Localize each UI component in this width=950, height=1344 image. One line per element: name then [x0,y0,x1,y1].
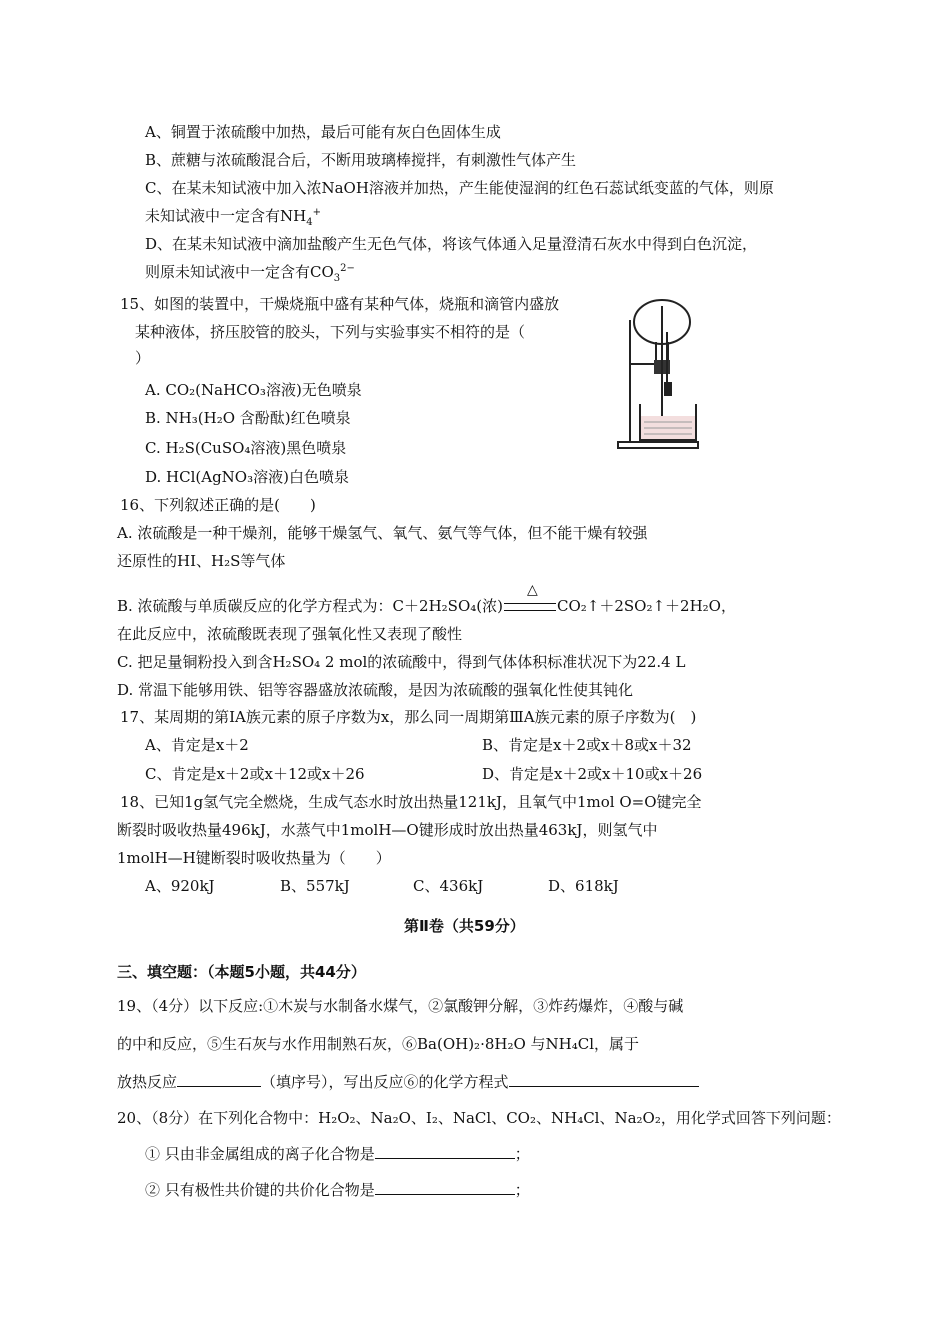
q20-item1-blank[interactable] [375,1143,515,1159]
q19-equation-blank[interactable] [509,1071,699,1087]
q14-option-d-line2: 则原未知试液中一定含有$CO_3^{2-}$ [145,263,355,284]
q16-option-d: D. 常温下能够用铁、铝等容器盛放浓硫酸，是因为浓硫酸的强氧化性使其钝化 [117,681,634,699]
q15-stem-line2: 某种液体，挤压胶管的胶头，下列与实验事实不相符的是（ [135,323,526,341]
section-three-title: 三、填空题：（本题5小题，共44分） [117,963,366,981]
heating-delta-symbol: △ [527,582,538,598]
q15-option-a: A. CO₂(NaHCO₃溶液)无色喷泉 [145,381,362,399]
q20-stem: 20、（8分）在下列化合物中：H₂O₂、Na₂O、I₂、NaCl、CO₂、NH₄Cl、Na₂O₂，用化学式回答下列问题： [117,1109,841,1127]
q17-option-b: B、肯定是x＋2或x＋8或x＋32 [482,736,692,754]
equation-double-bar [504,603,556,611]
q17-option-c: C、肯定是x＋2或x＋12或x＋26 [145,765,365,783]
q14-option-d-line1: D、在某未知试液中滴加盐酸产生无色气体，将该气体通入足量澄清石灰水中得到白色沉淀， [145,235,758,253]
q18-line1: 18、已知1g氢气完全燃烧，生成气态水时放出热量121kJ，且氧气中1mol O=O键完全 [120,793,702,811]
q16-option-c: C. 把足量铜粉投入到含H₂SO₄ 2 mol的浓硫酸中，得到气体体积标准状况下为22.4 L [117,653,686,671]
q19-line2: 的中和反应，⑤生石灰与水作用制熟石灰，⑥Ba(OH)₂·8H₂O 与NH₄Cl，属于 [117,1035,640,1053]
q19-line1: 19、（4分）以下反应:①木炭与水制备水煤气，②氯酸钾分解，③炸药爆炸，④酸与碱 [117,997,684,1015]
q15-option-c: C. H₂S(CuSO₄溶液)黑色喷泉 [145,439,347,457]
q16-stem: 16、下列叙述正确的是( ) [120,496,316,514]
q16-option-a-line2: 还原性的HI、H₂S等气体 [117,552,286,570]
q15-option-b: B. NH₃(H₂O 含酚酞)红色喷泉 [145,409,351,427]
q20-item1: ① 只由非金属组成的离子化合物是 ； [145,1145,530,1163]
q14-option-c-line1: C、在某未知试液中加入浓NaOH溶液并加热，产生能使湿润的红色石蕊试纸变蓝的气体，则原 [145,179,774,197]
q14-option-c-line2: 未知试液中一定含有$NH_4^+$ [145,207,321,228]
q18-option-c: C、436kJ [413,877,484,895]
q16-option-b-line2: 在此反应中，浓硫酸既表现了强氧化性又表现了酸性 [117,625,463,643]
q18-option-a: A、920kJ [145,877,215,895]
fountain-apparatus-figure [612,292,722,452]
q20-item2-blank[interactable] [375,1179,515,1195]
q15-stem-line1: 15、如图的装置中，干燥烧瓶中盛有某种气体，烧瓶和滴管内盛放 [120,295,560,313]
q16-option-b-line1: B. 浓硫酸与单质碳反应的化学方程式为：C＋2H₂SO₄(浓) CO₂↑＋2SO₂↑＋2H₂O， [117,597,736,615]
q18-option-b: B、557kJ [280,877,350,895]
q18-line2: 断裂时吸收热量496kJ，水蒸气中1molH—O键形成时放出热量463kJ，则氢气中 [117,821,658,839]
q17-stem: 17、某周期的第ⅠA族元素的原子序数为x，那么同一周期第ⅢA族元素的原子序数为( ) [120,708,697,726]
q17-option-a: A、肯定是x＋2 [145,736,249,754]
q19-line3: 放热反应 （填序号），写出反应⑥的化学方程式 [117,1071,699,1092]
q17-option-d: D、肯定是x＋2或x＋10或x＋26 [482,765,703,783]
q15-option-d: D. HCl(AgNO₃溶液)白色喷泉 [145,468,349,486]
section-ii-title: 第Ⅱ卷（共59分） [404,917,525,935]
q14-option-b: B、蔗糖与浓硫酸混合后，不断用玻璃棒搅拌，有刺激性气体产生 [145,151,577,169]
q20-item2: ② 只有极性共价键的共价化合物是 ； [145,1181,530,1199]
q18-line3: 1molH—H键断裂时吸收热量为（ ） [117,849,391,867]
q19-exothermic-blank[interactable] [177,1071,261,1087]
q14-option-a: A、铜置于浓硫酸中加热，最后可能有灰白色固体生成 [145,123,501,141]
q15-stem-line3: ） [135,349,151,367]
q16-option-a-line1: A. 浓硫酸是一种干燥剂，能够干燥氢气、氧气、氨气等气体，但不能干燥有较强 [117,524,648,542]
q18-option-d: D、618kJ [548,877,619,895]
